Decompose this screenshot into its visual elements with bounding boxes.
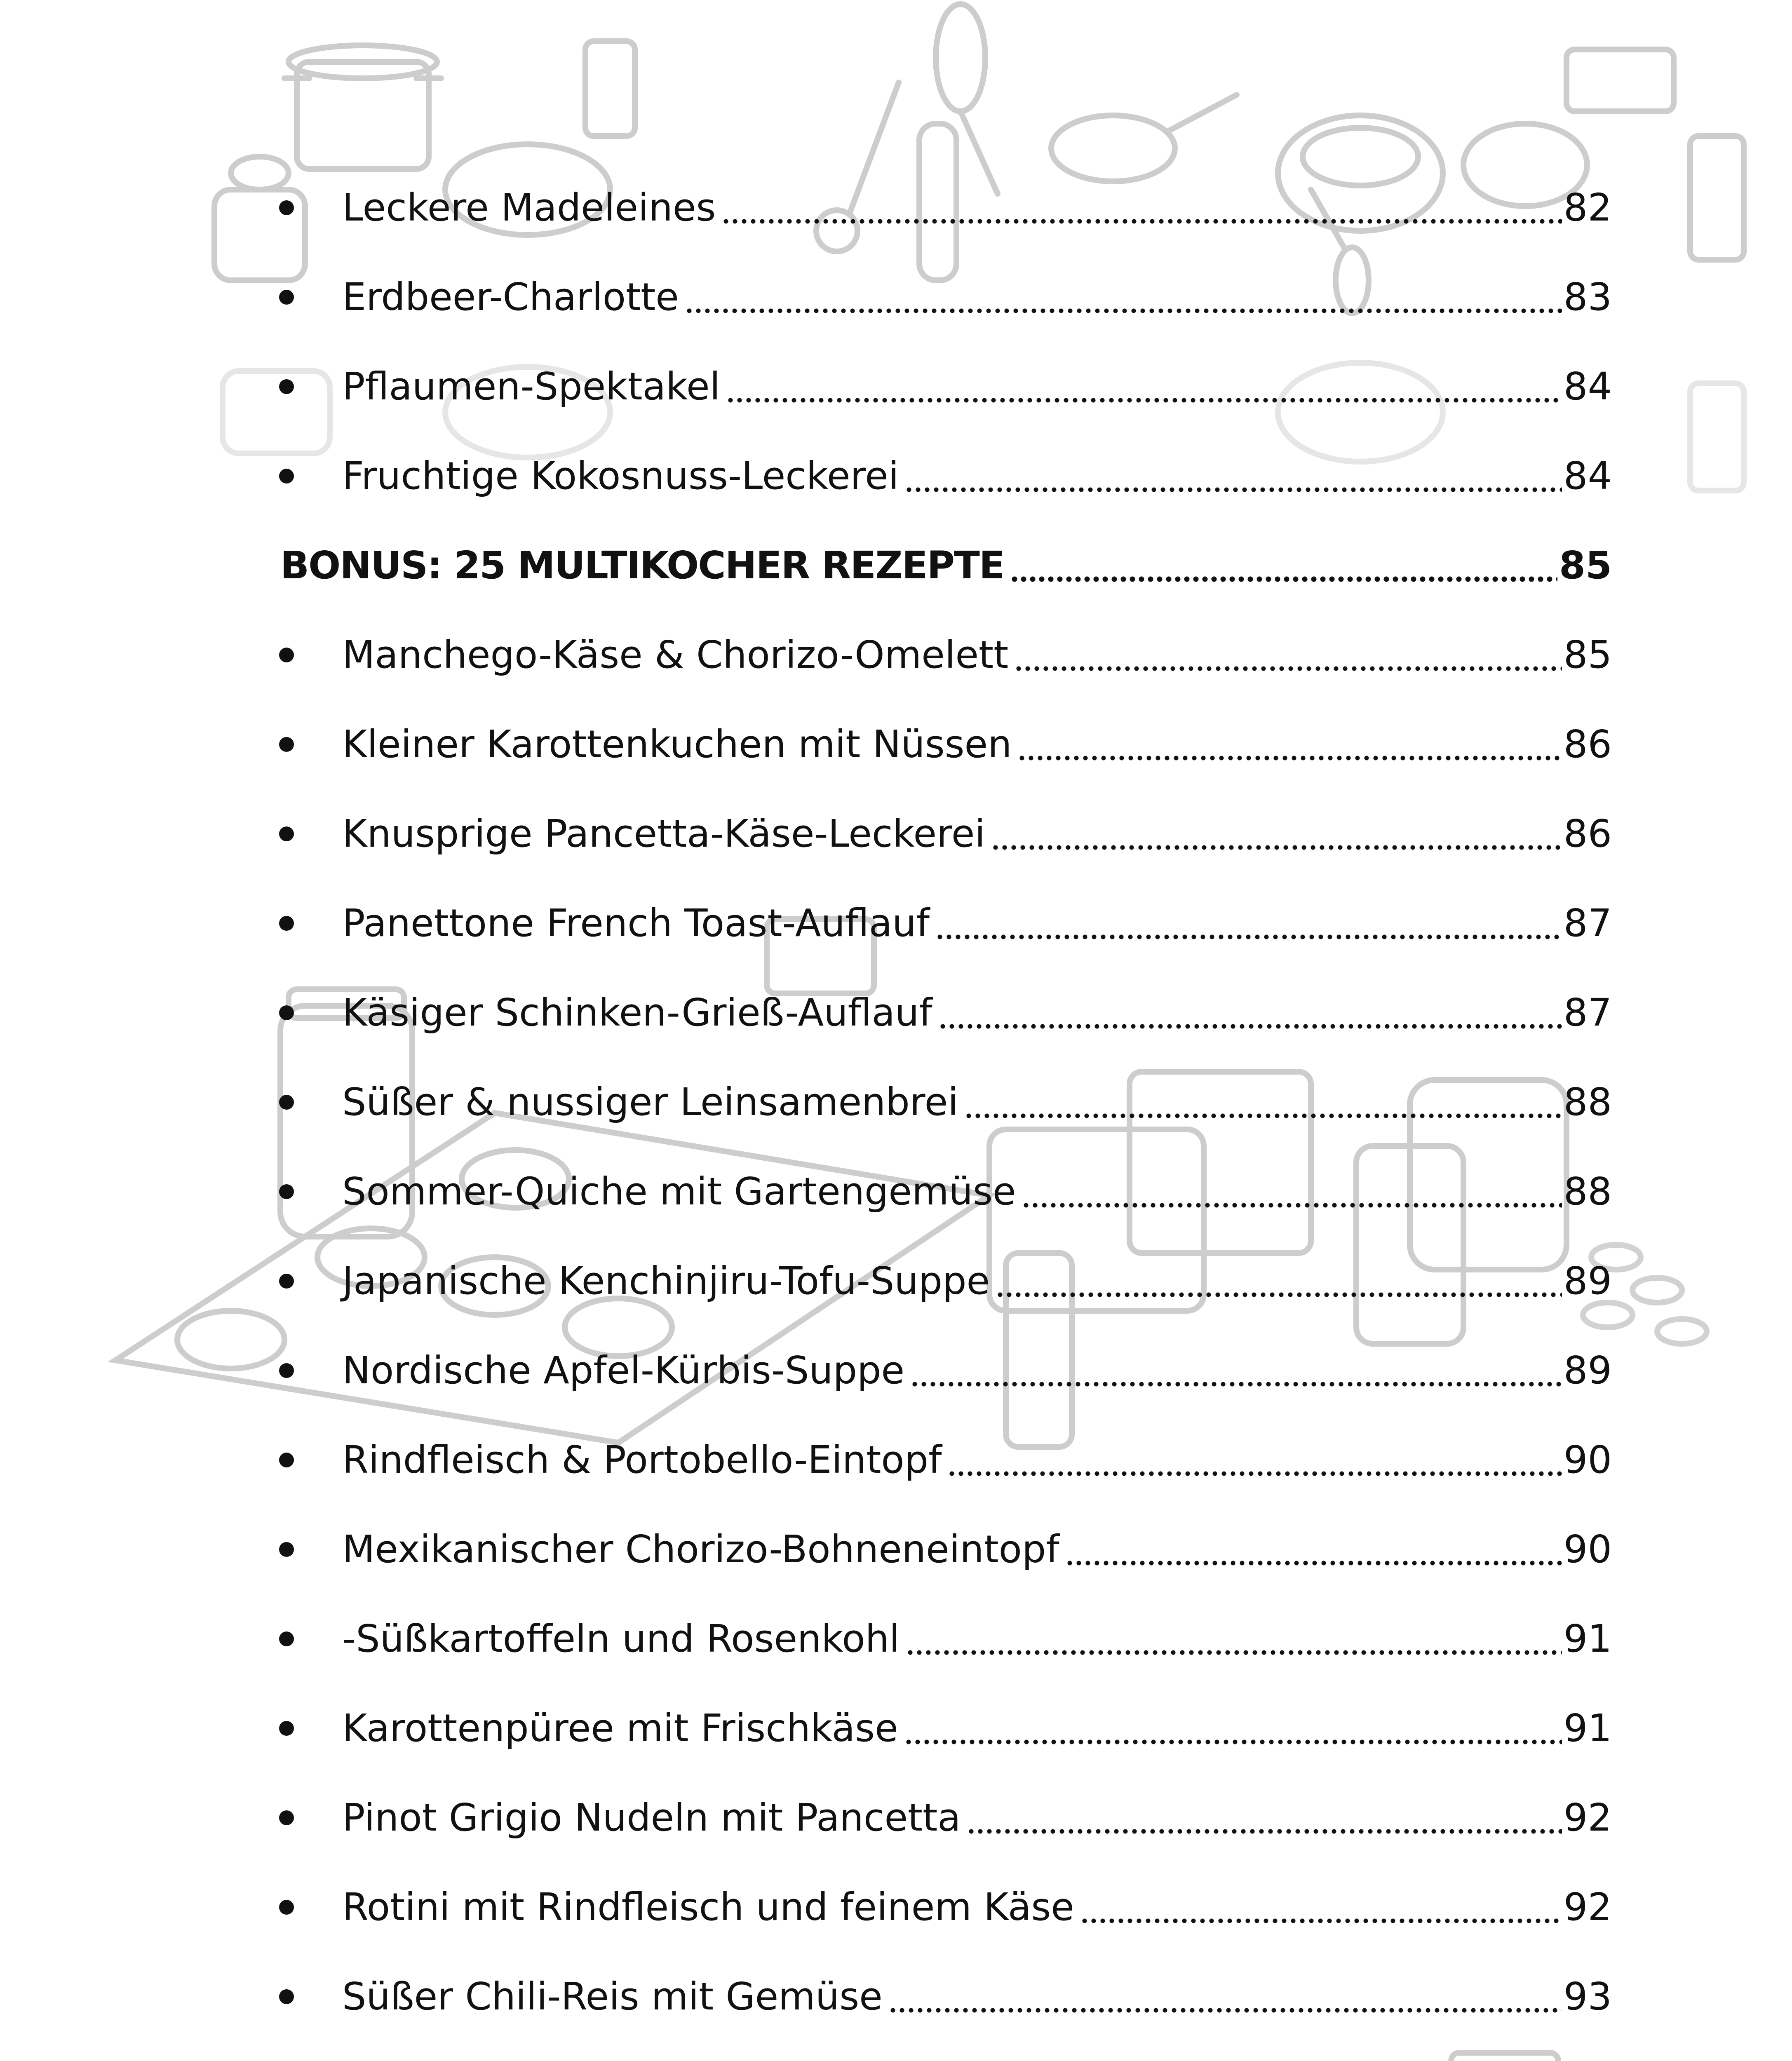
- toc-entry[interactable]: [280, 252, 1612, 342]
- toc-entry-title: Fruchtige Kokosnuss-Leckerei: [342, 454, 899, 498]
- bullet-icon: [279, 1453, 294, 1467]
- toc-entry[interactable]: [280, 2041, 1612, 2061]
- dot-leader: [726, 368, 1562, 406]
- toc-page-number: 92: [1563, 1796, 1612, 1840]
- toc-page-number: 87: [1563, 991, 1612, 1035]
- dot-leader: [685, 278, 1562, 316]
- dot-leader: [996, 1262, 1562, 1300]
- bullet-icon: [279, 826, 294, 841]
- toc-entry[interactable]: [280, 1773, 1612, 1862]
- toc-entry-title: Erdbeer-Charlotte: [342, 275, 679, 319]
- toc-entry[interactable]: [280, 700, 1612, 789]
- bullet-icon: [279, 1184, 294, 1199]
- toc-entry-title: Knusprige Pancetta-Käse-Leckerei: [342, 812, 986, 856]
- dot-leader: [910, 1352, 1562, 1390]
- bullet-icon: [279, 200, 294, 215]
- dot-leader: [947, 1441, 1562, 1479]
- toc-entry-title: Sommer-Quiche mit Gartengemüse: [342, 1169, 1016, 1214]
- toc-page-number: 91: [1563, 1617, 1612, 1661]
- toc-entry-title: Leckere Madeleines: [342, 185, 716, 230]
- toc-page-number: 86: [1563, 722, 1612, 766]
- dot-leader: [938, 994, 1562, 1032]
- table-of-contents: [280, 163, 1612, 2061]
- toc-entry-title: Pflaumen-Spektakel: [342, 364, 721, 408]
- toc-page-number: 84: [1563, 454, 1612, 498]
- toc-entry-title: Rindfleisch & Portobello-Eintopf: [342, 1438, 942, 1482]
- dot-leader: [1022, 1173, 1562, 1211]
- dot-leader: [1065, 1530, 1562, 1568]
- toc-entry[interactable]: [280, 342, 1612, 431]
- bullet-icon: [279, 290, 294, 305]
- dot-leader: [721, 189, 1562, 227]
- toc-entry[interactable]: [280, 1594, 1612, 1683]
- toc-entry-title: Japanische Kenchinjiru-Tofu-Suppe: [342, 1259, 990, 1303]
- toc-entry-title: Süßer Chili-Reis mit Gemüse: [342, 1974, 883, 2019]
- dot-leader: [991, 815, 1562, 853]
- toc-page-number: 82: [1563, 185, 1612, 230]
- dot-leader: [904, 1709, 1562, 1747]
- bullet-icon: [279, 1810, 294, 1825]
- toc-entry-title: Kleiner Karottenkuchen mit Nüssen: [342, 722, 1012, 766]
- dot-leader: [967, 1799, 1562, 1837]
- toc-page-number: 86: [1563, 812, 1612, 856]
- toc-entry-title: Pinot Grigio Nudeln mit Pancetta: [342, 1796, 961, 1840]
- toc-page-number: 90: [1563, 1527, 1612, 1571]
- toc-page-number: 89: [1563, 1348, 1612, 1392]
- bullet-icon: [279, 737, 294, 752]
- dot-leader: [1010, 547, 1557, 584]
- toc-entry[interactable]: [280, 789, 1612, 878]
- toc-entry[interactable]: [280, 1236, 1612, 1326]
- bullet-icon: [279, 1900, 294, 1915]
- toc-entry[interactable]: [280, 1952, 1612, 2041]
- grater-icon: [1690, 136, 1744, 260]
- toc-page-number: 87: [1563, 901, 1612, 945]
- toc-page-number: 90: [1563, 1438, 1612, 1482]
- toc-entry[interactable]: [280, 1147, 1612, 1236]
- dot-leader: [1017, 725, 1562, 763]
- toc-entry-title: Süßer & nussiger Leinsamenbrei: [342, 1080, 958, 1124]
- bullet-icon: [279, 1274, 294, 1289]
- toc-section-heading[interactable]: [280, 521, 1612, 610]
- toc-page-number: 84: [1563, 364, 1612, 408]
- toc-page-number: 92: [1563, 1885, 1612, 1929]
- dot-leader: [964, 1083, 1562, 1121]
- toc-entry[interactable]: [280, 1415, 1612, 1505]
- toc-entry[interactable]: [280, 1057, 1612, 1147]
- toc-entry[interactable]: [280, 431, 1612, 521]
- toc-entry[interactable]: [280, 1505, 1612, 1594]
- toc-entry-title: Nordische Apfel-Kürbis-Suppe: [342, 1348, 905, 1392]
- toc-page-number: 88: [1563, 1169, 1612, 1214]
- bullet-icon: [279, 1542, 294, 1557]
- dot-leader: [888, 1978, 1562, 2016]
- toc-entry[interactable]: [280, 610, 1612, 700]
- toc-entry[interactable]: [280, 968, 1612, 1057]
- toc-entry[interactable]: [280, 1683, 1612, 1773]
- toc-page-number: 89: [1563, 1259, 1612, 1303]
- bullet-icon: [279, 1989, 294, 2004]
- toc-entry[interactable]: [280, 163, 1612, 252]
- toc-entry-title: Panettone French Toast-Auflauf: [342, 901, 930, 945]
- toc-entry[interactable]: [280, 878, 1612, 968]
- bullet-icon: [279, 648, 294, 662]
- bullet-icon: [279, 379, 294, 394]
- toc-entry-title: -Süßkartoffeln und Rosenkohl: [342, 1617, 900, 1661]
- bullet-icon: [279, 469, 294, 484]
- dot-leader: [904, 457, 1562, 495]
- bullet-icon: [279, 1721, 294, 1736]
- toc-page-number: 85: [1563, 633, 1612, 677]
- toc-entry-title: BONUS: 25 MULTIKOCHER REZEPTE: [280, 543, 1004, 587]
- toc-entry-title: Karottenpüree mit Frischkäse: [342, 1706, 898, 1750]
- cooking-pot-icon: [284, 45, 441, 169]
- toc-page-number: 83: [1563, 275, 1612, 319]
- dot-leader: [1080, 1888, 1562, 1926]
- dot-leader: [906, 1620, 1562, 1658]
- bullet-icon: [279, 1095, 294, 1110]
- dot-leader: [1014, 636, 1562, 674]
- toc-entry-title: Rotini mit Rindfleisch und feinem Käse: [342, 1885, 1074, 1929]
- toc-page-number: 85: [1559, 543, 1612, 587]
- bullet-icon: [279, 1005, 294, 1020]
- dot-leader: [935, 904, 1562, 942]
- toc-page-number: 91: [1563, 1706, 1612, 1750]
- bullet-icon: [279, 916, 294, 931]
- jar-icon: [585, 41, 635, 136]
- toc-entry[interactable]: [280, 1326, 1612, 1415]
- toc-page-number: 93: [1563, 1974, 1612, 2019]
- toc-entry-title: Käsiger Schinken-Grieß-Auflauf: [342, 991, 932, 1035]
- toc-page-number: 88: [1563, 1080, 1612, 1124]
- toc-entry-title: Mexikanischer Chorizo-Bohneneintopf: [342, 1527, 1059, 1571]
- bullet-icon: [279, 1631, 294, 1646]
- toc-entry-title: Manchego-Käse & Chorizo-Omelett: [342, 633, 1009, 677]
- bullet-icon: [279, 1363, 294, 1378]
- toc-entry[interactable]: [280, 1862, 1612, 1952]
